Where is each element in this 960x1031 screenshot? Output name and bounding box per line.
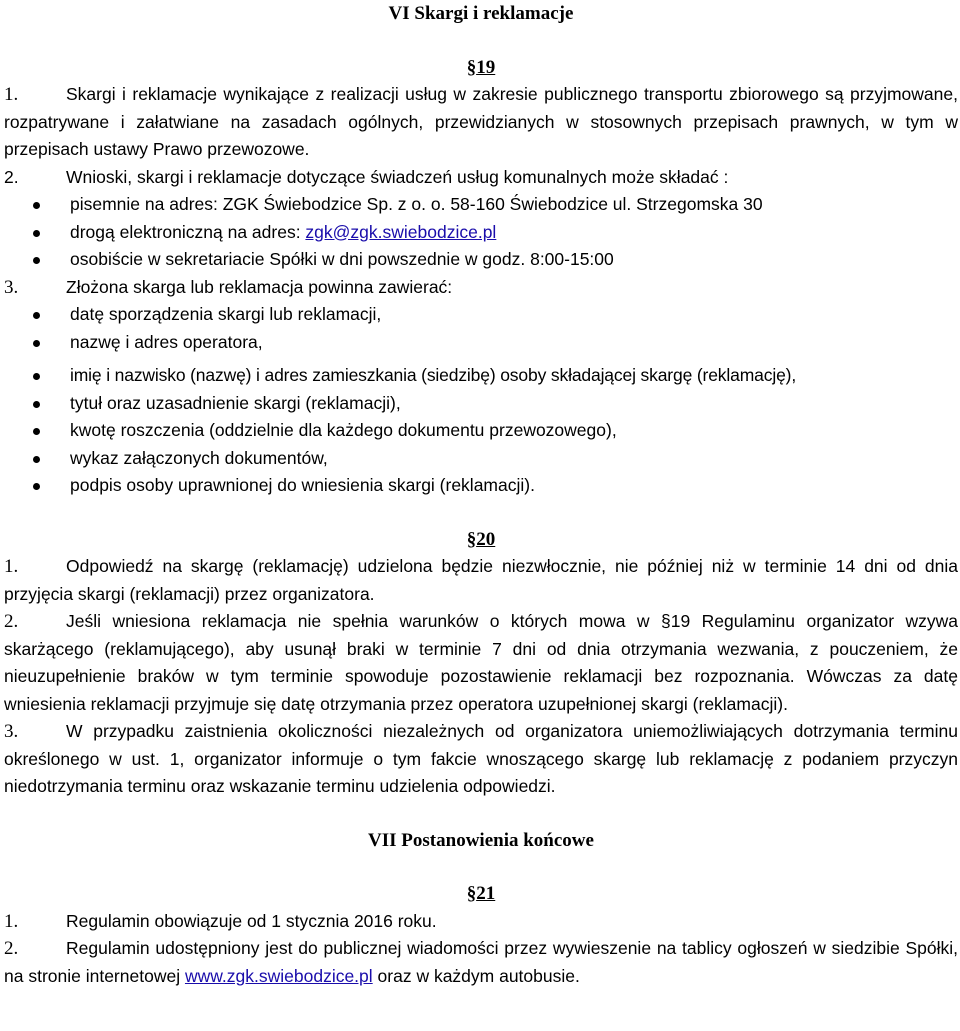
contact-item-email xyxy=(4,219,958,247)
s21-p1-text: Regulamin obowiązuje od 1 stycznia 2016 roku. xyxy=(66,910,437,931)
s19-paragraph-1 xyxy=(4,81,958,164)
requirement-text: imię i nazwisko (nazwę) i adres zamieszkania (siedzibę) osoby składającej skargę (reklamację), xyxy=(70,365,797,385)
requirement-text: nazwę i adres operatora, xyxy=(70,331,263,352)
bullet-icon xyxy=(33,373,40,380)
contact-email-text: drogą elektroniczną na adres: xyxy=(70,221,306,242)
bullet-icon xyxy=(33,230,40,237)
s21-p1-number: 1. xyxy=(4,910,19,932)
requirement-text: tytuł oraz uzasadnienie skargi (reklamacji), xyxy=(70,392,401,413)
contact-in-person-text: osobiście w sekretariacie Spółki w dni powszednie w godz. 8:00-15:00 xyxy=(70,249,614,269)
s19-paragraph-3 xyxy=(4,274,958,302)
s20-paragraph-2 xyxy=(4,608,958,718)
website-link[interactable]: www.zgk.swiebodzice.pl xyxy=(184,965,373,986)
bullet-icon xyxy=(33,340,40,347)
bullet-icon xyxy=(33,456,40,463)
section-21-heading: §21 xyxy=(466,883,496,904)
requirement-text: datę sporządzenia skargi lub reklamacji, xyxy=(70,304,382,324)
bullet-icon xyxy=(33,312,40,319)
requirement-item xyxy=(4,445,958,473)
s21-p2-number: 2. xyxy=(4,938,19,959)
s19-p3-text: Złożona skarga lub reklamacja powinna zawierać: xyxy=(66,276,453,297)
s20-p1-text: Odpowiedź na skargę (reklamację) udzielona będzie niezwłocznie, nie później niż w terminie 14 dni od dnia przyjęcia skargi (reklamacji) przez organizatora. xyxy=(4,556,958,604)
requirement-item xyxy=(4,356,958,390)
s19-paragraph-2 xyxy=(4,164,958,192)
bullet-icon xyxy=(33,202,40,209)
s20-p2-number: 2. xyxy=(4,611,19,632)
requirement-text: wykaz załączonych dokumentów, xyxy=(70,447,328,468)
section-19-heading: §19 xyxy=(466,56,496,78)
contact-postal-text: pisemnie na adres: ZGK Świebodzice Sp. z o. o. 58-160 Świebodzice ul. Strzegomska 30 xyxy=(70,194,763,214)
s19-p2-number: 2. xyxy=(4,166,19,187)
s20-p3-number: 3. xyxy=(4,721,19,742)
s20-paragraph-3 xyxy=(4,718,958,801)
section-20-heading: §20 xyxy=(466,528,496,550)
section-20-number: 20 xyxy=(476,528,496,550)
requirement-text: podpis osoby uprawnionej do wniesienia skargi (reklamacji). xyxy=(70,475,535,495)
bullet-icon xyxy=(33,483,40,490)
requirement-item xyxy=(4,417,958,445)
chapter-7-title: VII Postanowienia końcowe xyxy=(368,829,594,851)
requirements-list xyxy=(4,301,958,500)
s19-p1-text: Skargi i reklamacje wynikające z realizacji usług w zakresie publicznego transportu zbiorowego są przyjmowane, rozpatrywane i załatwiane na zasadach ogólnych, przewidzianych w stosownych przepisach prawnych, w tym w przepisach ustawy Prawo przewozowe. xyxy=(4,84,958,159)
requirement-item xyxy=(4,329,958,357)
requirement-item xyxy=(4,472,958,500)
s21-paragraph-2 xyxy=(4,935,958,990)
requirement-text: kwotę roszczenia (oddzielnie dla każdego dokumentu przewozowego), xyxy=(70,420,617,440)
contact-item-in-person xyxy=(4,246,958,274)
bullet-icon xyxy=(33,257,40,264)
requirement-item xyxy=(4,301,958,329)
s21-paragraph-1 xyxy=(4,908,958,936)
section-19-number: 19 xyxy=(476,56,496,78)
s19-p2-text: Wnioski, skargi i reklamacje dotyczące świadczeń usług komunalnych może składać : xyxy=(66,166,729,187)
s19-p3-number: 3. xyxy=(4,276,19,298)
bullet-icon xyxy=(33,428,40,435)
s20-p3-text: W przypadku zaistnienia okoliczności niezależnych od organizatora uniemożliwiających dotrzymania terminu określonego w ust. 1, organizator informuje o tym fakcie wnoszącego skargę lub reklamację z podaniem przyczyn niedotrzymania terminu oraz wskazanie terminu udzielenia odpowiedzi. xyxy=(4,721,958,796)
bullet-icon xyxy=(33,401,40,408)
s21-p2-text-a: Regulamin udostępniony jest do publicznej wiadomości przez wywieszenie na tablicy ogłoszeń w siedzibie Spółki, na stronie internetowej xyxy=(4,938,958,986)
contact-list xyxy=(4,191,958,274)
s21-p2-text-b: oraz w każdym autobusie. xyxy=(372,965,580,986)
chapter-6-title: VI Skargi i reklamacje xyxy=(388,3,574,24)
requirement-item xyxy=(4,390,958,418)
s20-p1-number: 1. xyxy=(4,556,19,577)
s20-p2-text: Jeśli wniesiona reklamacja nie spełnia warunków o których mowa w §19 Regulaminu organizator wzywa skarżącego (reklamującego), aby usunął braki w terminie 7 dni od dnia otrzymania wezwania, z pouczeniem, że nieuzupełnienie braków w tym terminie spowoduje pozostawienie reklamacji bez rozpoznania. Wówczas za datę wniesienia reklamacji przyjmuje się datę otrzymania przez operatora uzupełnionej skargi (reklamacji). xyxy=(4,611,958,714)
s20-paragraph-1 xyxy=(4,553,958,608)
email-link[interactable]: zgk@zgk.swiebodzice.pl xyxy=(305,221,497,242)
contact-item-postal xyxy=(4,191,958,219)
s19-p1-number: 1. xyxy=(4,84,19,105)
section-21-number: 21 xyxy=(476,883,496,904)
